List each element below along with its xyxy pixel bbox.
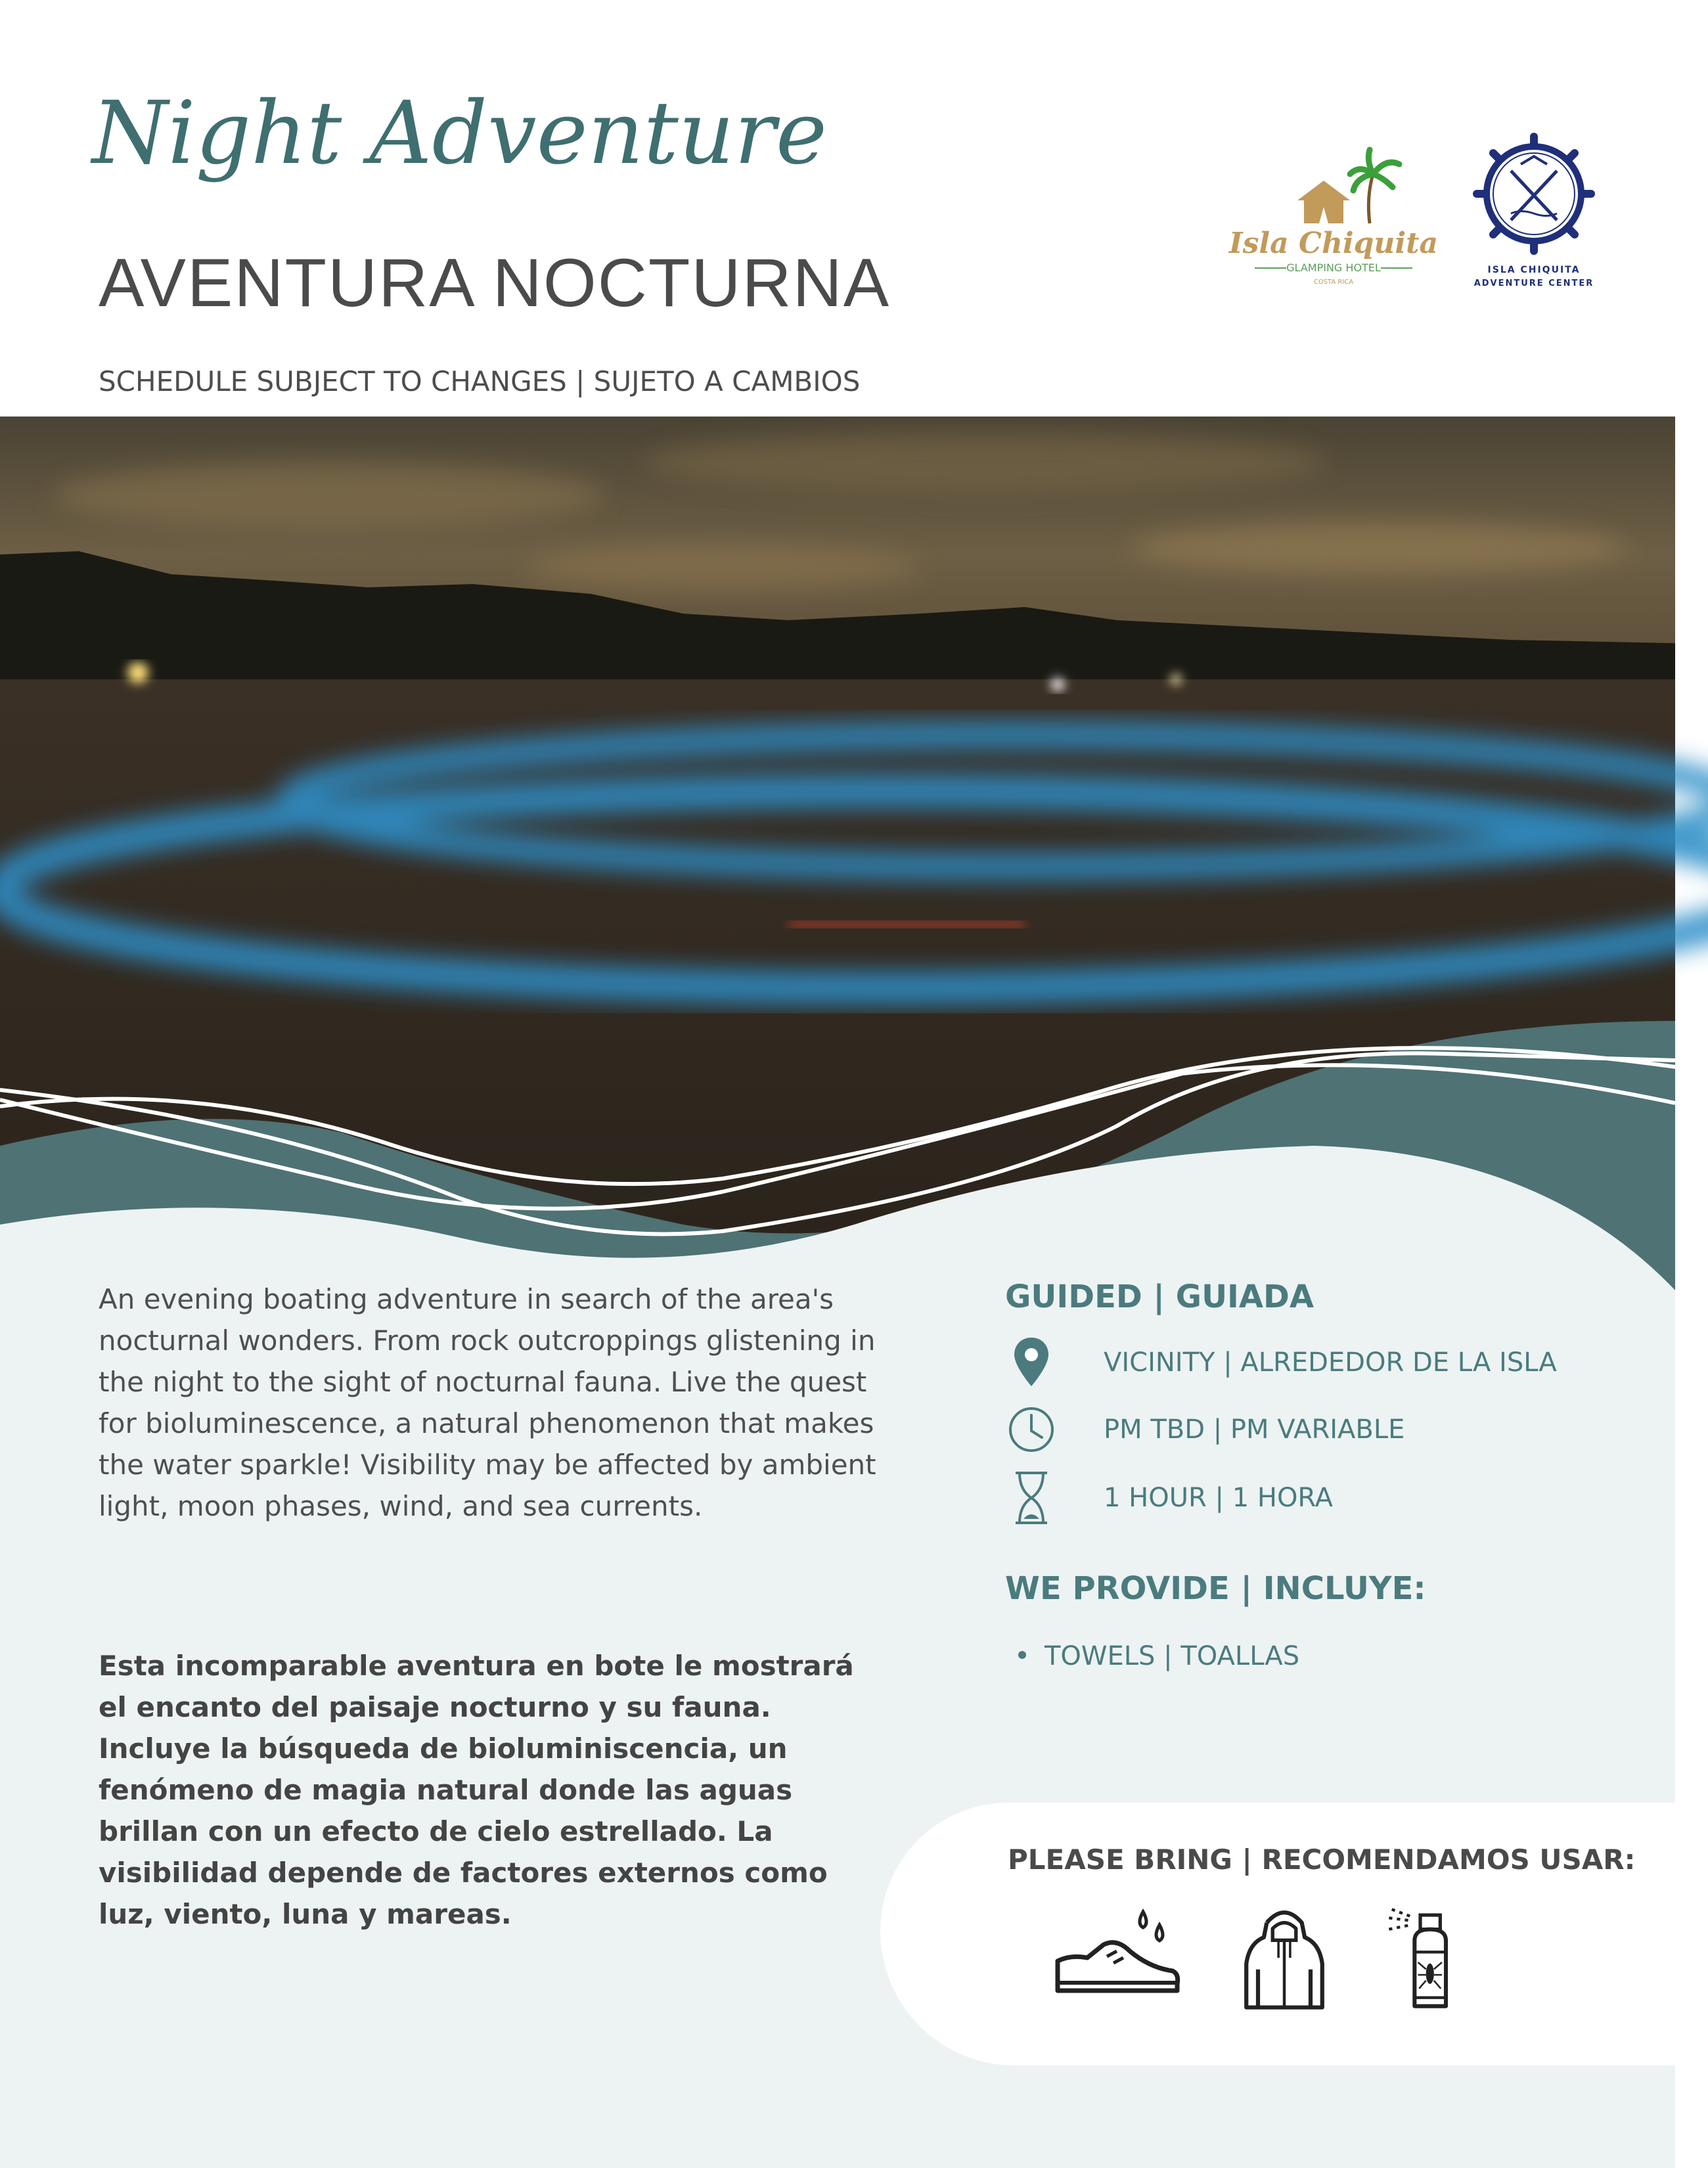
bring-heading: PLEASE BRING | RECOMENDAMOS USAR: bbox=[1008, 1843, 1636, 1876]
ship-wheel-icon bbox=[1477, 137, 1591, 251]
time-row bbox=[1005, 1403, 1405, 1456]
clock-icon bbox=[1005, 1403, 1058, 1456]
provide-list bbox=[1005, 1641, 1299, 1671]
bring-icons bbox=[1051, 1905, 1472, 2010]
duration-text: 1 HOUR | 1 HORA bbox=[1104, 1483, 1333, 1513]
script-title bbox=[88, 78, 828, 235]
provide-heading: WE PROVIDE | INCLUYE: bbox=[1005, 1570, 1426, 1607]
duration-row bbox=[1005, 1472, 1333, 1524]
location-text: VICINITY | ALREDEDOR DE LA ISLA bbox=[1104, 1347, 1557, 1378]
palm-tree-icon bbox=[1350, 150, 1399, 223]
center-logo-subtitle: ADVENTURE CENTER bbox=[1473, 279, 1594, 288]
hotel-logo-tagline: GLAMPING HOTEL bbox=[1286, 261, 1381, 274]
schedule-note: SCHEDULE SUBJECT TO CHANGES | SUJETO A CAMBIOS bbox=[99, 365, 861, 397]
list-item bbox=[1005, 1641, 1299, 1671]
description-spanish: Esta incomparable aventura en bote le mostrará el encanto del paisaje nocturno y su fauna. Incluye la búsqueda de bioluminiscencia, un fenómeno de magia natural donde las aguas brillan con un efecto de cielo estrellado. La visibilidad depende de factores externos como luz, viento, luna y mareas. bbox=[99, 1650, 854, 1930]
hero-bioluminescence-photo bbox=[0, 417, 1675, 1290]
location-pin-icon bbox=[1005, 1336, 1058, 1389]
insect-repellent-icon bbox=[1386, 1905, 1472, 2010]
center-logo-name: ISLA CHIQUITA bbox=[1487, 265, 1581, 275]
description-english: An evening boating adventure in search of the area's nocturnal wonders. From rock outcroppings glistening in the night to the sight of nocturnal fauna. Live the quest for bioluminescence, a natural phenomenon that makes the water sparkle! Visibility may be affected by ambient light, moon phases, wind, and sea currents. bbox=[99, 1283, 876, 1522]
location-row bbox=[1005, 1336, 1557, 1389]
hotel-logo-name: Isla Chiquita bbox=[1229, 227, 1438, 260]
hoodie-icon bbox=[1238, 1905, 1330, 2010]
guided-heading: GUIDED | GUIADA bbox=[1005, 1278, 1315, 1315]
time-text: PM TBD | PM VARIABLE bbox=[1104, 1414, 1405, 1445]
script-title-text: Night Adventure bbox=[92, 83, 828, 184]
isla-chiquita-hotel-logo bbox=[1229, 145, 1438, 296]
tent-icon bbox=[1297, 181, 1350, 223]
hotel-logo-country: COSTA RICA bbox=[1313, 279, 1354, 286]
water-shoe-icon bbox=[1051, 1905, 1182, 2010]
provide-item-towels: TOWELS | TOALLAS bbox=[1045, 1641, 1300, 1671]
page-title: AVENTURA NOCTURNA bbox=[99, 245, 891, 321]
tour-info bbox=[1005, 1278, 1662, 1671]
hourglass-icon bbox=[1005, 1472, 1058, 1524]
adventure-center-logo bbox=[1465, 131, 1603, 296]
